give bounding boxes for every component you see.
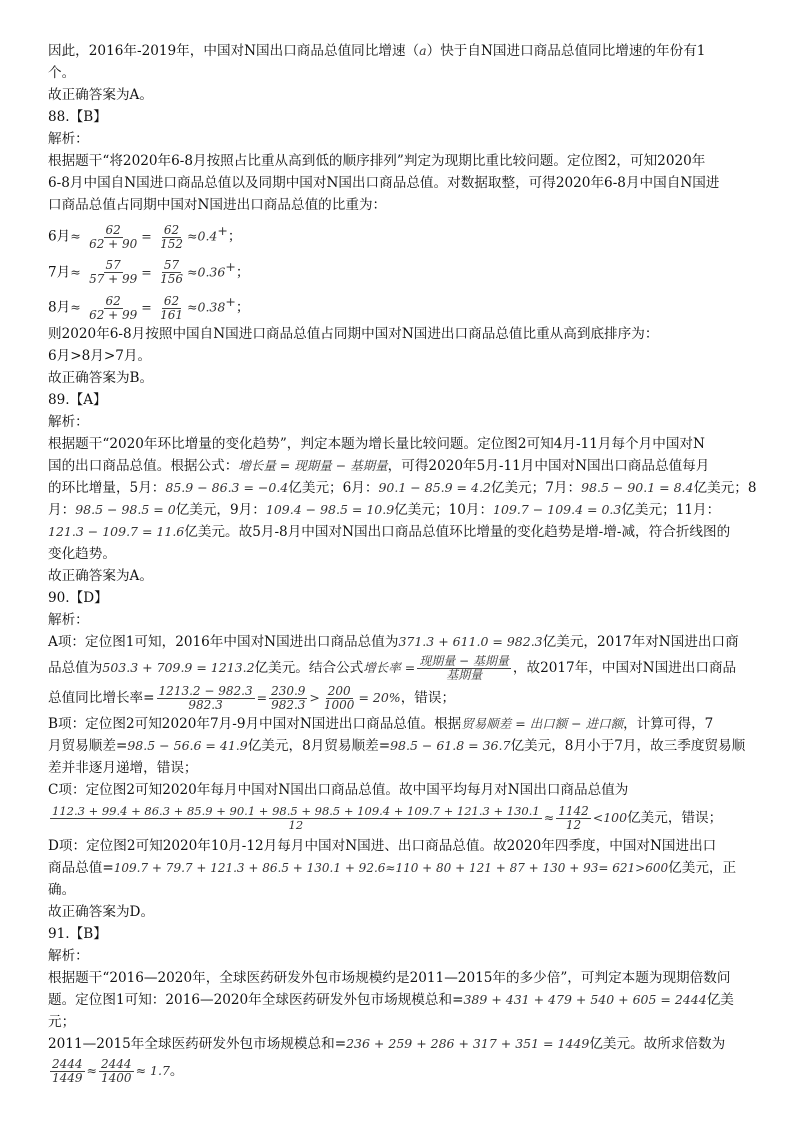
text-line: 根据题干“2016—2020年，全球医药研发外包市场规模约是2011—2015年的多少倍”，可判定本题为现期倍数问 [48,969,731,986]
answer-line: 故正确答案为B。 [48,369,154,386]
text-line: 则2020年6-8月按照中国自N国进口商品总值占同期中国对N国进出口商品总值比重从高到底排序为： [48,325,659,342]
text-line: 题。定位图1可知：2016—2020年全球医药研发外包市场规模总和=389 + 431 + 479 + 540 + 605 = 2444亿美元； [48,991,734,1030]
text-line: 的环比增量，5月：85.9 − 86.3 = −0.4亿美元；6月：90.1 − 85.9 = 4.2亿美元；7月：98.5 − 90.1 = 8.4亿美元；8 [48,479,757,496]
formula-ratio: $\frac{2444}{1449}$ ≈ $\frac{2444}{1400}$ ≈ 1.7。 [52,1056,184,1085]
text-line: 品总值为503.3 + 709.9 = 1213.2亿美元。结合公式增长率 = $\frac{\text{现期量 − 基期量}}{\text{基期量}}$ ，故2017年，中国对N国进出口商品 [48,653,737,682]
answer-line: 故正确答案为A。 [48,87,153,103]
text-line: 根据题干“2020年环比增量的变化趋势”，判定本题为增长量比较问题。定位图2可知4月-11月每个月中国对N [48,435,705,452]
text-line: C项：定位图2可知2020年每月中国对N国出口商品总值。故中国平均每月对N国出口商品总值为 [48,781,629,798]
text-line: 总值同比增长率= $\frac{1213.2 - 982.3}{982.3}$ = $\frac{230.9}{982.3}$ > $\frac{200}{1000}$ = 20%，错误； [48,683,456,712]
question-90-heading: 90.【D】 [48,589,108,606]
text-line: 6月>8月>7月。 [48,347,152,364]
question-89-heading: 89.【A】 [48,391,107,408]
formula-june: 6月≈ $\frac{62}{62 + 90}$ = $\frac{62}{152}$ ≈0.4+； [48,222,242,251]
analysis-label: 解析： [48,413,89,430]
text-line: 根据题干“将2020年6-8月按照占比重从高到低的顺序排列”判定为现期比重比较问题。定位图2，可知2020年 [48,153,706,169]
text-line: 6-8月中国自N国进口商品总值以及同期中国对N国出口商品总值。对数据取整，可得2020年6-8月中国自N国进 [48,175,720,191]
answer-page [48,40,758,1087]
analysis-label: 解析： [48,947,89,964]
text-line: 差并非逐月递增，错误； [48,759,198,776]
text-line: D项：定位图2可知2020年10月-12月每月中国对N国进、出口商品总值。故2020年四季度，中国对N国进出口 [48,837,717,854]
text-line: 国的出口商品总值。根据公式：增长量 = 现期量 − 基期量，可得2020年5月-11月中国对N国出口商品总值每月 [48,457,710,474]
answer-line: 故正确答案为D。 [48,903,155,920]
text-line: A项：定位图1可知，2016年中国对N国进出口商品总值为371.3 + 611.0 = 982.3亿美元，2017年对N国进出口商 [48,633,739,650]
text-line: B项：定位图2可知2020年7月-9月中国对N国进出口商品总值。根据贸易顺差 = 出口额 − 进口额，计算可得，7 [48,715,714,732]
text-line: 变化趋势。 [48,545,116,562]
text-line: 2011—2015年全球医药研发外包市场规模总和=236 + 259 + 286 + 317 + 351 = 1449亿美元。故所求倍数为 [48,1035,726,1052]
analysis-label: 解析： [48,611,89,628]
question-88-heading: 88.【B】 [48,109,107,125]
formula-july: 7月≈ $\frac{57}{57 + 99}$ = $\frac{57}{156}$ ≈0.36+； [48,258,250,287]
text-line: 因此，2016年-2019年，中国对N国出口商品总值同比增速（a）快于自N国进口商品总值同比增速的年份有1 [48,43,706,59]
question-91-heading: 91.【B】 [48,925,107,942]
analysis-label: 解析： [48,131,89,147]
answer-line: 故正确答案为A。 [48,567,153,584]
text-line: 个。 [48,65,76,81]
text-line: 月：98.5 − 98.5 = 0亿美元，9月：109.4 − 98.5 = 10.9亿美元；10月：109.7 − 109.4 = 0.3亿美元；11月： [48,501,721,518]
formula-august: 8月≈ $\frac{62}{62 + 99}$ = $\frac{62}{161}$ ≈0.38+； [48,293,250,322]
text-line: 121.3 − 109.7 = 11.6亿美元。故5月-8月中国对N国出口商品总值环比增量的变化趋势是增-增-减，符合折线图的 [48,523,731,540]
formula-average: 112.3 + 99.4 + 86.3 + 85.9 + 90.1 + 98.5 + 98.5 + 109.4 + 109.7 + 121.3 + 130.1 12 ≈ $\frac{1142}{12}$ <100亿美元，错误； [52,803,723,832]
text-line: 月贸易顺差=98.5 − 56.6 = 41.9亿美元，8月贸易顺差=98.5 − 61.8 = 36.7亿美元，8月小于7月，故三季度贸易顺 [48,737,746,754]
text-line: 商品总值=109.7 + 79.7 + 121.3 + 86.5 + 130.1 + 92.6≈110 + 80 + 121 + 87 + 130 + 93= 621>600亿美元，正确。 [48,859,737,898]
text-line: 口商品总值占同期中国对N国进出口商品总值的比重为： [48,197,387,213]
